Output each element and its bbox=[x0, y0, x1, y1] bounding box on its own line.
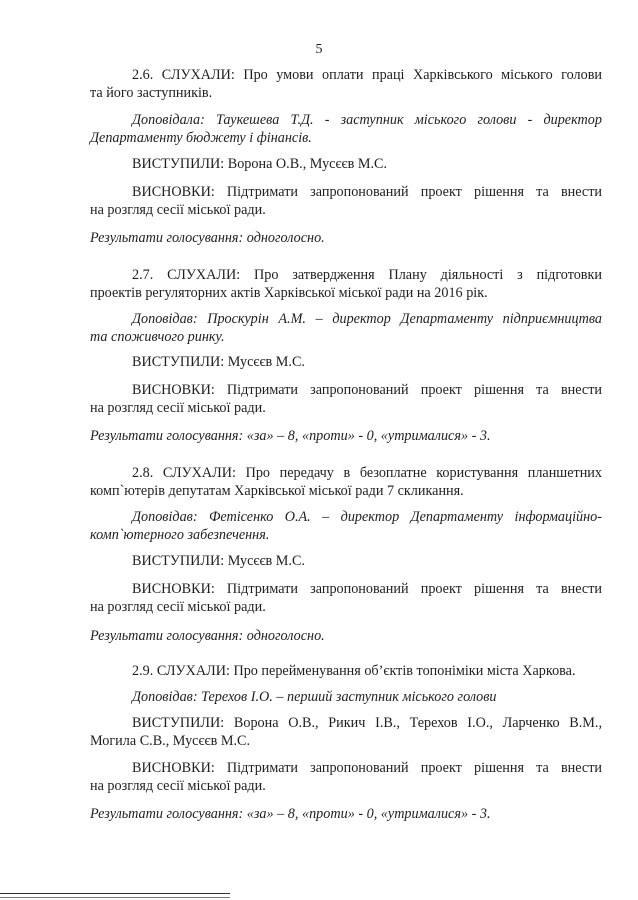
item-2-6-heard-line1: 2.6. СЛУХАЛИ: Про умови оплати праці Харківського міського голови bbox=[132, 67, 602, 83]
item-2-8-heard-line2: комп`ютерів депутатам Харківської міської ради 7 скликання. bbox=[90, 483, 464, 499]
item-2-7-heard-line2: проектів регуляторних актів Харківської міської ради на 2016 рік. bbox=[90, 285, 488, 301]
item-2-6-spoke: ВИСТУПИЛИ: Ворона О.В., Мусєєв М.С. bbox=[132, 156, 388, 172]
item-2-6-conclusions-line2: на розгляд сесії міської ради. bbox=[90, 202, 266, 218]
item-2-9-speaker-line1: Доповідав: Терехов І.О. – перший заступник міського голови bbox=[132, 689, 497, 705]
footer-rule bbox=[0, 893, 230, 894]
item-2-6-heard-line2: та його заступників. bbox=[90, 85, 213, 101]
item-2-9-spoke-line1: ВИСТУПИЛИ: Ворона О.В., Рикич І.В., Терехов І.О., Ларченко В.М., bbox=[132, 715, 602, 731]
item-2-8-vote: Результати голосування: одноголосно. bbox=[90, 628, 325, 644]
item-2-6-speaker-line1: Доповідала: Таукешева Т.Д. - заступник міського голови - директор bbox=[132, 112, 602, 128]
item-2-9-conclusions-line2: на розгляд сесії міської ради. bbox=[90, 778, 266, 794]
item-2-6-conclusions-line1: ВИСНОВКИ: Підтримати запропонований проект рішення та внести bbox=[132, 184, 602, 200]
item-2-7-speaker-line2: та споживчого ринку. bbox=[90, 329, 225, 345]
item-2-8-conclusions-line1: ВИСНОВКИ: Підтримати запропонований проект рішення та внести bbox=[132, 581, 602, 597]
item-2-8-speaker-line2: комп`ютерного забезпечення. bbox=[90, 527, 270, 543]
item-2-7-conclusions-line2: на розгляд сесії міської ради. bbox=[90, 400, 266, 416]
item-2-7-vote: Результати голосування: «за» – 8, «проти» - 0, «утрималися» - 3. bbox=[90, 428, 491, 444]
page-number: 5 bbox=[315, 42, 323, 57]
item-2-9-vote: Результати голосування: «за» – 8, «проти» - 0, «утрималися» - 3. bbox=[90, 806, 491, 822]
item-2-7-heard-line1: 2.7. СЛУХАЛИ: Про затвердження Плану діяльності з підготовки bbox=[132, 267, 602, 283]
item-2-6-speaker-line2: Департаменту бюджету і фінансів. bbox=[90, 130, 312, 146]
footer-rule-secondary bbox=[0, 897, 230, 898]
item-2-7-speaker-line1: Доповідав: Проскурін А.М. – директор Департаменту підприємництва bbox=[132, 311, 602, 327]
item-2-7-spoke: ВИСТУПИЛИ: Мусєєв М.С. bbox=[132, 354, 305, 370]
item-2-9-heard-line1: 2.9. СЛУХАЛИ: Про перейменування об’єктів топоніміки міста Харкова. bbox=[132, 663, 576, 679]
item-2-8-spoke: ВИСТУПИЛИ: Мусєєв М.С. bbox=[132, 553, 305, 569]
item-2-8-heard-line1: 2.8. СЛУХАЛИ: Про передачу в безоплатне користування планшетних bbox=[132, 465, 602, 481]
item-2-8-speaker-line1: Доповідав: Фетісенко О.А. – директор Департаменту інформаційно- bbox=[132, 509, 602, 525]
item-2-7-conclusions-line1: ВИСНОВКИ: Підтримати запропонований проект рішення та внести bbox=[132, 382, 602, 398]
item-2-8-conclusions-line2: на розгляд сесії міської ради. bbox=[90, 599, 266, 615]
item-2-6-vote: Результати голосування: одноголосно. bbox=[90, 230, 325, 246]
item-2-9-spoke-line2: Могила С.В., Мусєєв М.С. bbox=[90, 733, 251, 749]
item-2-9-conclusions-line1: ВИСНОВКИ: Підтримати запропонований проект рішення та внести bbox=[132, 760, 602, 776]
